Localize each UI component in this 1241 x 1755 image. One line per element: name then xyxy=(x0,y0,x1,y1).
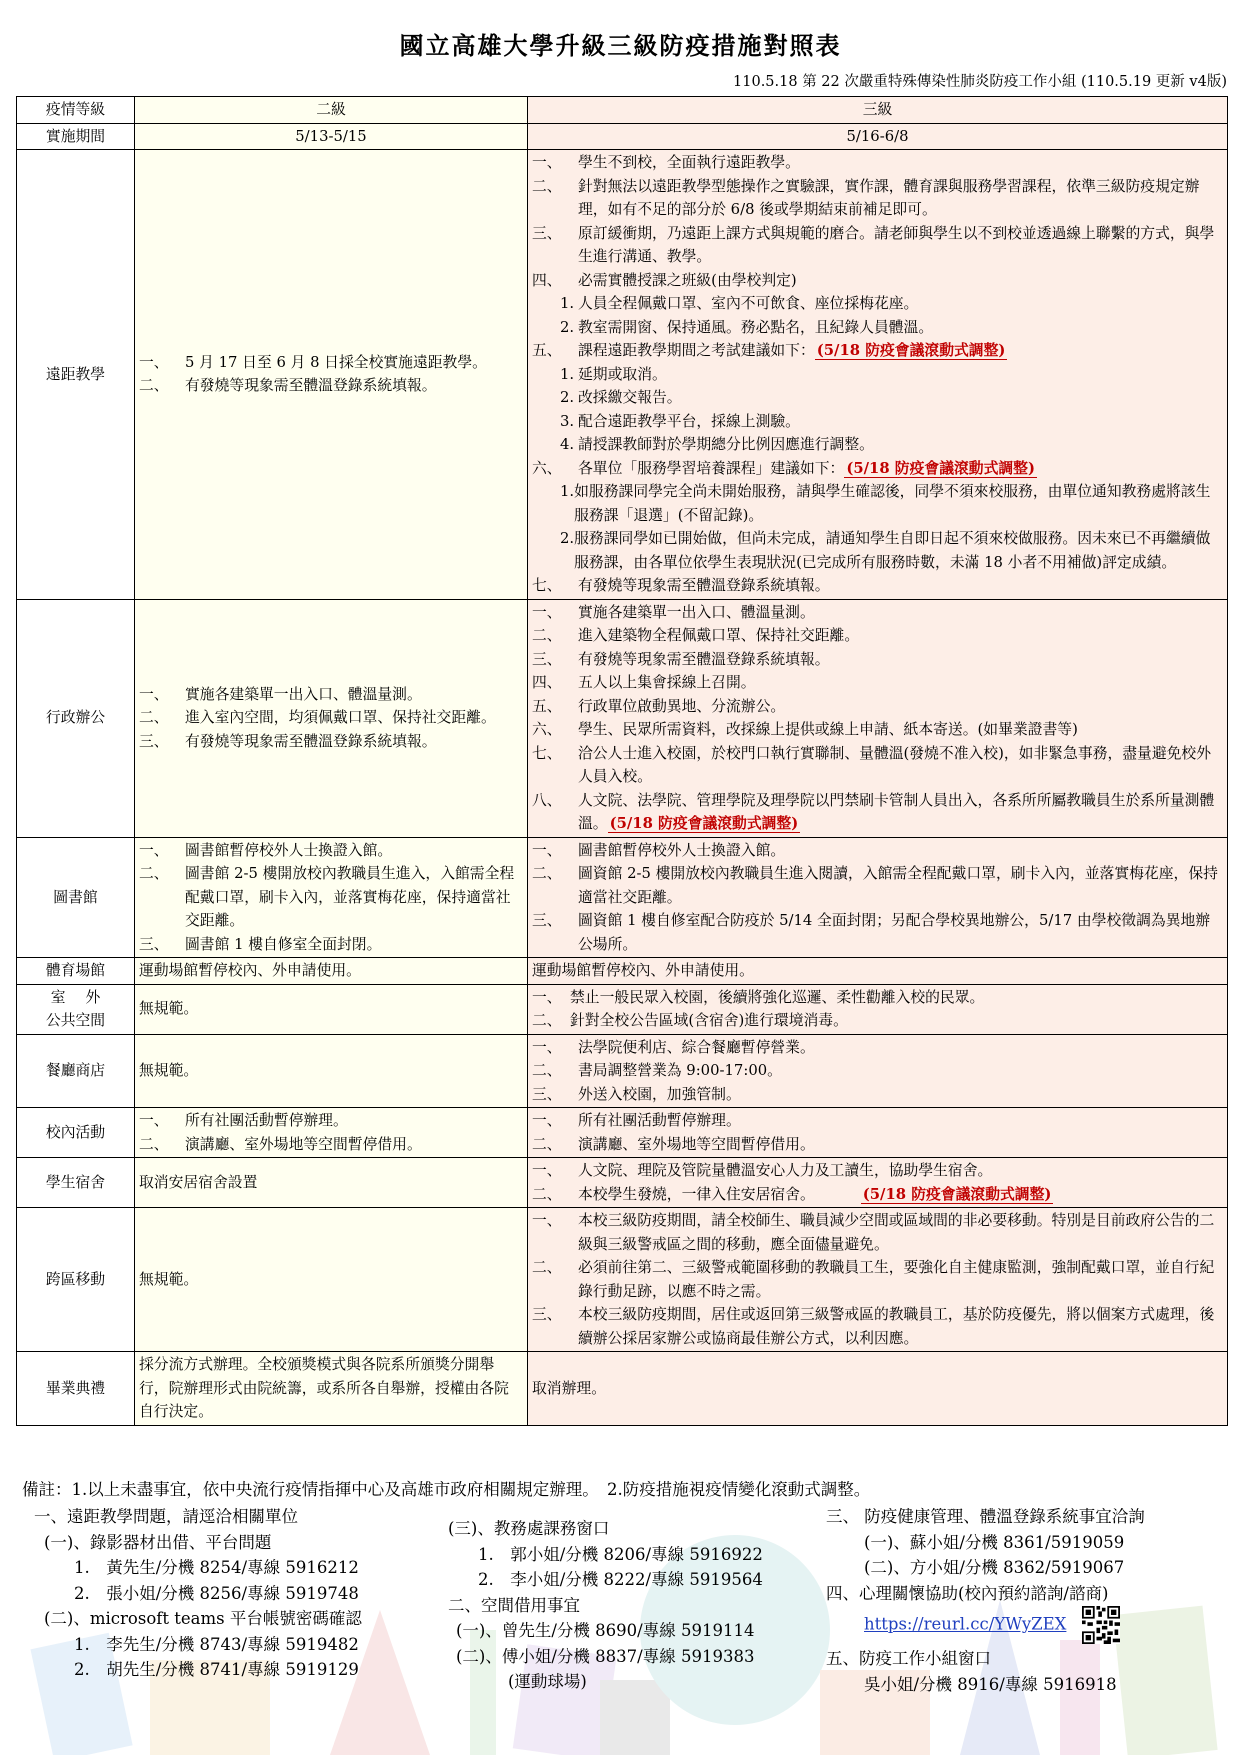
list-item: 二、 針對全校公告區域(含宿舍)進行環境消毒。 xyxy=(532,1012,848,1029)
contact-line: 2. 張小姐/分機 8256/專線 5919748 xyxy=(74,1583,359,1603)
table-row-remote-teaching xyxy=(17,150,1228,600)
campus-level2 xyxy=(135,1108,528,1158)
row-label-gym: 體育場館 xyxy=(17,958,135,985)
row-label-remote: 遠距教學 xyxy=(17,150,135,600)
list-item: 四、 五人以上集會採線上召開。 xyxy=(532,674,756,691)
outdoor-level2: 無規範。 xyxy=(135,984,528,1034)
graduation-level2: 採分流方式辦理。全校頒獎模式與各院系所頒獎分開舉行，院辦理形式由院統籌，或系所各自舉辦，授權由各院自行決定。 xyxy=(135,1352,528,1426)
footnote: 備註：1.以上未盡事宜，依中央流行疫情指揮中心及高雄市政府相關規定辦理。 2.防疫措施視疫情變化滾動式調整。 xyxy=(22,1480,871,1499)
campus-level3 xyxy=(528,1108,1228,1158)
contact-line: 三、 防疫健康管理、體溫登錄系統事宜洽詢 xyxy=(826,1507,1145,1526)
outdoor-level3 xyxy=(528,984,1228,1034)
sub-item: 3. 配合遠距教學平台，採線上測驗。 xyxy=(560,412,800,430)
list-item: 一、 實施各建築單一出入口、體溫量測。 xyxy=(532,603,815,621)
adjustment-tag: (5/18 防疫會議滾動式調整) xyxy=(816,342,1006,359)
contact-line: (一)、錄影器材出借、平台問題 xyxy=(44,1532,272,1552)
header-level-label: 疫情等級 xyxy=(17,97,135,124)
gym-level3: 運動場館暫停校內、外申請使用。 xyxy=(528,958,1228,985)
contacts-column-1 xyxy=(34,1504,362,1683)
list-item: 二、 必須前往第二、三級警戒範圍移動的教職員工生，要強化自主健康監測，強制配戴口罩，並自行紀錄行動足跡，以應不時之需。 xyxy=(532,1259,1215,1300)
link-row xyxy=(826,1606,1145,1644)
row-label-graduation: 畢業典禮 xyxy=(17,1352,135,1426)
table-row-graduation xyxy=(17,1352,1228,1426)
list-item: 五、 行政單位啟動異地、分流辦公。 xyxy=(532,697,786,715)
list-item: 一、 圖書館暫停校外人士換證入館。 xyxy=(139,841,393,859)
row-label-campus: 校內活動 xyxy=(17,1108,135,1158)
list-item: 三、 本校三級防疫期間，居住或返回第三級警戒區的教職員工，基於防疫優先，將以個案方式處理，後續辦公採居家辦公或協商最佳辦公方式，以利因應。 xyxy=(532,1306,1215,1347)
list-item: 二、 演講廳、室外場地等空間暫停借用。 xyxy=(532,1135,815,1153)
contact-line: 1. 李先生/分機 8743/專線 5919482 xyxy=(74,1634,359,1654)
list-item: 四、 必需實體授課之班級(由學校判定) xyxy=(532,271,797,289)
list-item: 一、 所有社團活動暫停辦理。 xyxy=(139,1112,348,1129)
period-level2: 5/13-5/15 xyxy=(135,123,528,150)
adjustment-tag: (5/18 防疫會議滾動式調整) xyxy=(862,1185,1052,1203)
list-item: 一、 學生不到校，全面執行遠距教學。 xyxy=(532,154,800,171)
period-label: 實施期間 xyxy=(17,123,135,150)
list-item: 二、 進入室內空間，均須佩戴口罩、保持社交距離。 xyxy=(139,709,496,727)
list-item: 三、 圖資館 1 樓自修室配合防疫於 5/14 全面封閉；另配合學校異地辦公，5/17 由學校徵調為異地辦公場所。 xyxy=(532,912,1211,953)
row-label-travel: 跨區移動 xyxy=(17,1208,135,1352)
admin-level2 xyxy=(135,599,528,837)
list-item: 二、 有發燒等現象需至體溫登錄系統填報。 xyxy=(139,377,437,395)
table-row-campus xyxy=(17,1108,1228,1158)
period-row xyxy=(17,123,1228,150)
list-item: 三、 有發燒等現象需至體溫登錄系統填報。 xyxy=(532,650,830,668)
sub-item: 2. 改採繳交報告。 xyxy=(560,389,682,406)
contact-line: (二)、方小姐/分機 8362/5919067 xyxy=(864,1558,1125,1577)
gym-level2: 運動場館暫停校內、外申請使用。 xyxy=(135,958,528,985)
table-header-row xyxy=(17,97,1228,124)
list-item: 一、 實施各建築單一出入口、體溫量測。 xyxy=(139,685,422,703)
list-item: 六、 各單位「服務學習培養課程」建議如下： (5/18 防疫會議滾動式調整) xyxy=(532,459,1035,477)
remote-level3 xyxy=(528,150,1228,600)
update-info: 110.5.18 第 22 次嚴重特殊傳染性肺炎防疫工作小組 (110.5.19 更新 v4版) xyxy=(733,74,1227,90)
contact-line: 五、防疫工作小組窗口 xyxy=(826,1649,991,1668)
header-level2: 二級 xyxy=(135,97,528,124)
counseling-link[interactable]: https://reurl.cc/YWyZEX xyxy=(864,1614,1067,1634)
contact-line: (運動球場) xyxy=(508,1672,587,1691)
list-item: 一、 禁止一般民眾入校園，後續將強化巡邏、柔性勸離入校的民眾。 xyxy=(532,988,985,1006)
sub-item: 1. 如服務課同學完全尚未開始服務，請與學生確認後，同學不須來校服務，由單位通知教務處將該生服務課「退選」(不留記錄)。 xyxy=(560,483,1211,524)
contacts-column-3 xyxy=(826,1504,1145,1697)
dining-level2: 無規範。 xyxy=(135,1034,528,1108)
list-item: 三、 原訂緩衝期，乃遠距上課方式與規範的磨合。請老師與學生以不到校並透過線上聯繫的方式，與學生進行溝通、教學。 xyxy=(532,224,1215,265)
contact-line: (三)、教務處課務窗口 xyxy=(448,1519,610,1538)
table-row-dining xyxy=(17,1034,1228,1108)
list-item: 一、 圖書館暫停校外人士換證入館。 xyxy=(532,841,786,859)
contact-line: 吳小姐/分機 8916/專線 5916918 xyxy=(864,1674,1117,1694)
sub-item: 4. 請授課教師對於學期總分比例因應進行調整。 xyxy=(560,436,874,453)
table-row-admin xyxy=(17,599,1228,837)
list-item: 一、 5 月 17 日至 6 月 8 日採全校實施遠距教學。 xyxy=(139,353,487,371)
list-item: 二、 本校學生發燒，一律入住安居宿舍。 (5/18 防疫會議滾動式調整) xyxy=(532,1185,1052,1203)
table-row-gym xyxy=(17,958,1228,985)
contact-line: 2. 李小姐/分機 8222/專線 5919564 xyxy=(478,1570,763,1589)
contact-line: 二、空間借用事宜 xyxy=(448,1595,580,1615)
contact-line: 1. 郭小姐/分機 8206/專線 5916922 xyxy=(478,1544,763,1564)
sub-item: 1. 延期或取消。 xyxy=(560,365,667,383)
dorm-level2: 取消安居宿舍設置 xyxy=(135,1158,528,1208)
list-item: 一、 所有社團活動暫停辦理。 xyxy=(532,1112,741,1129)
library-level3 xyxy=(528,837,1228,958)
list-item: 二、 進入建築物全程佩戴口罩、保持社交距離。 xyxy=(532,627,860,644)
sub-item: 2. 服務課同學如已開始做，但尚未完成，請通知學生自即日起不須來校做服務。因未來已不再繼續做服務課，由各單位依學生表現狀況(已完成所有服務時數，未滿 18 小者不用補做)評定成績。 xyxy=(560,530,1211,571)
period-level3: 5/16-6/8 xyxy=(528,123,1228,150)
sub-item: 2. 教室需開窗、保持通風。務必點名，且紀錄人員體溫。 xyxy=(560,318,934,336)
row-label-dorm: 學生宿舍 xyxy=(17,1158,135,1208)
remote-level2 xyxy=(135,150,528,600)
contact-line: (二)、microsoft teams 平台帳號密碼確認 xyxy=(44,1609,362,1628)
contact-line: 一、遠距教學問題，請逕洽相關單位 xyxy=(34,1507,298,1526)
row-label-admin: 行政辦公 xyxy=(17,599,135,837)
list-item: 二、 針對無法以遠距教學型態操作之實驗課，實作課，體育課與服務學習課程，依準三級防疫規定辦理，如有不足的部分於 6/8 後或學期結束前補足即可。 xyxy=(532,177,1200,218)
list-item: 三、 有發燒等現象需至體溫登錄系統填報。 xyxy=(139,732,437,750)
list-item: 二、 圖資館 2-5 樓開放校內教職員生進入閱讀，入館需全程配戴口罩，刷卡入內，並落實梅花座，保持適當社交距離。 xyxy=(532,865,1218,906)
list-item: 二、 書局調整營業為 9:00-17:00。 xyxy=(532,1062,782,1079)
list-item: 二、 圖書館 2-5 樓開放校內教職員生進入，入館需全程配戴口罩，刷卡入內，並落實梅花座，保持適當社交距離。 xyxy=(139,865,515,929)
page-title: 國立高雄大學升級三級防疫措施對照表 xyxy=(399,32,842,60)
measures-table xyxy=(16,96,1228,1426)
list-item: 五、 課程遠距教學期間之考試建議如下： (5/18 防疫會議滾動式調整) xyxy=(532,342,1006,359)
list-item: 八、 人文院、法學院、管理學院及理學院以門禁刷卡管制人員出入，各系所所屬教職員生於系所量測體溫。 (5/18 防疫會議滾動式調整) xyxy=(532,791,1215,832)
contact-line: (一)、曾先生/分機 8690/專線 5919114 xyxy=(456,1621,755,1640)
graduation-level3: 取消辦理。 xyxy=(528,1352,1228,1426)
table-row-library xyxy=(17,837,1228,958)
list-item: 二、 演講廳、室外場地等空間暫停借用。 xyxy=(139,1135,422,1153)
list-item: 一、 法學院便利店、綜合餐廳暫停營業。 xyxy=(532,1038,815,1056)
list-item: 七、 洽公人士進入校園，於校門口執行實聯制、量體溫(發燒不准入校)，如非緊急事務，盡量避免校外人員入校。 xyxy=(532,744,1212,785)
sub-item: 1. 人員全程佩戴口罩、室內不可飲食、座位採梅花座。 xyxy=(560,295,919,312)
row-label-outdoor: 室外 公共空間 xyxy=(17,984,135,1034)
row-label-dining: 餐廳商店 xyxy=(17,1034,135,1108)
dorm-level3 xyxy=(528,1158,1228,1208)
library-level2 xyxy=(135,837,528,958)
table-row-travel xyxy=(17,1208,1228,1352)
contact-line: (二)、傅小姐/分機 8837/專線 5919383 xyxy=(456,1646,755,1666)
table-row-dorm xyxy=(17,1158,1228,1208)
admin-level3 xyxy=(528,599,1228,837)
dining-level3 xyxy=(528,1034,1228,1108)
contact-line: 1. 黃先生/分機 8254/專線 5916212 xyxy=(74,1558,359,1577)
adjustment-tag: (5/18 防疫會議滾動式調整) xyxy=(609,815,799,832)
list-item: 六、 學生、民眾所需資料，改採線上提供或線上申請、紙本寄送。(如畢業證書等) xyxy=(532,721,1078,738)
list-item: 三、 外送入校園，加強管制。 xyxy=(532,1085,741,1103)
contact-line: (一)、蘇小姐/分機 8361/5919059 xyxy=(864,1532,1125,1552)
table-row-outdoor xyxy=(17,984,1228,1034)
adjustment-tag: (5/18 防疫會議滾動式調整) xyxy=(846,459,1035,477)
header-level3: 三級 xyxy=(528,97,1228,124)
row-label-library: 圖書館 xyxy=(17,837,135,958)
travel-level3 xyxy=(528,1208,1228,1352)
list-item: 一、 人文院、理院及管院量體溫安心人力及工讀生，協助學生宿舍。 xyxy=(532,1162,993,1179)
list-item: 七、 有發燒等現象需至體溫登錄系統填報。 xyxy=(532,577,830,594)
travel-level2: 無規範。 xyxy=(135,1208,528,1352)
qr-code-icon[interactable] xyxy=(1082,1606,1120,1644)
list-item: 一、 本校三級防疫期間，請全校師生、職員減少空間或區域間的非必要移動。特別是目前政府公告的二級與三級警戒區之間的移動，應全面儘量避免。 xyxy=(532,1212,1215,1253)
list-item: 三、 圖書館 1 樓自修室全面封閉。 xyxy=(139,935,382,953)
contact-line: 2. 胡先生/分機 8741/專線 5919129 xyxy=(74,1660,359,1679)
contact-line: 四、心理關懷協助(校內預約諮詢/諮商) xyxy=(826,1583,1109,1603)
contacts-column-2 xyxy=(448,1516,763,1695)
